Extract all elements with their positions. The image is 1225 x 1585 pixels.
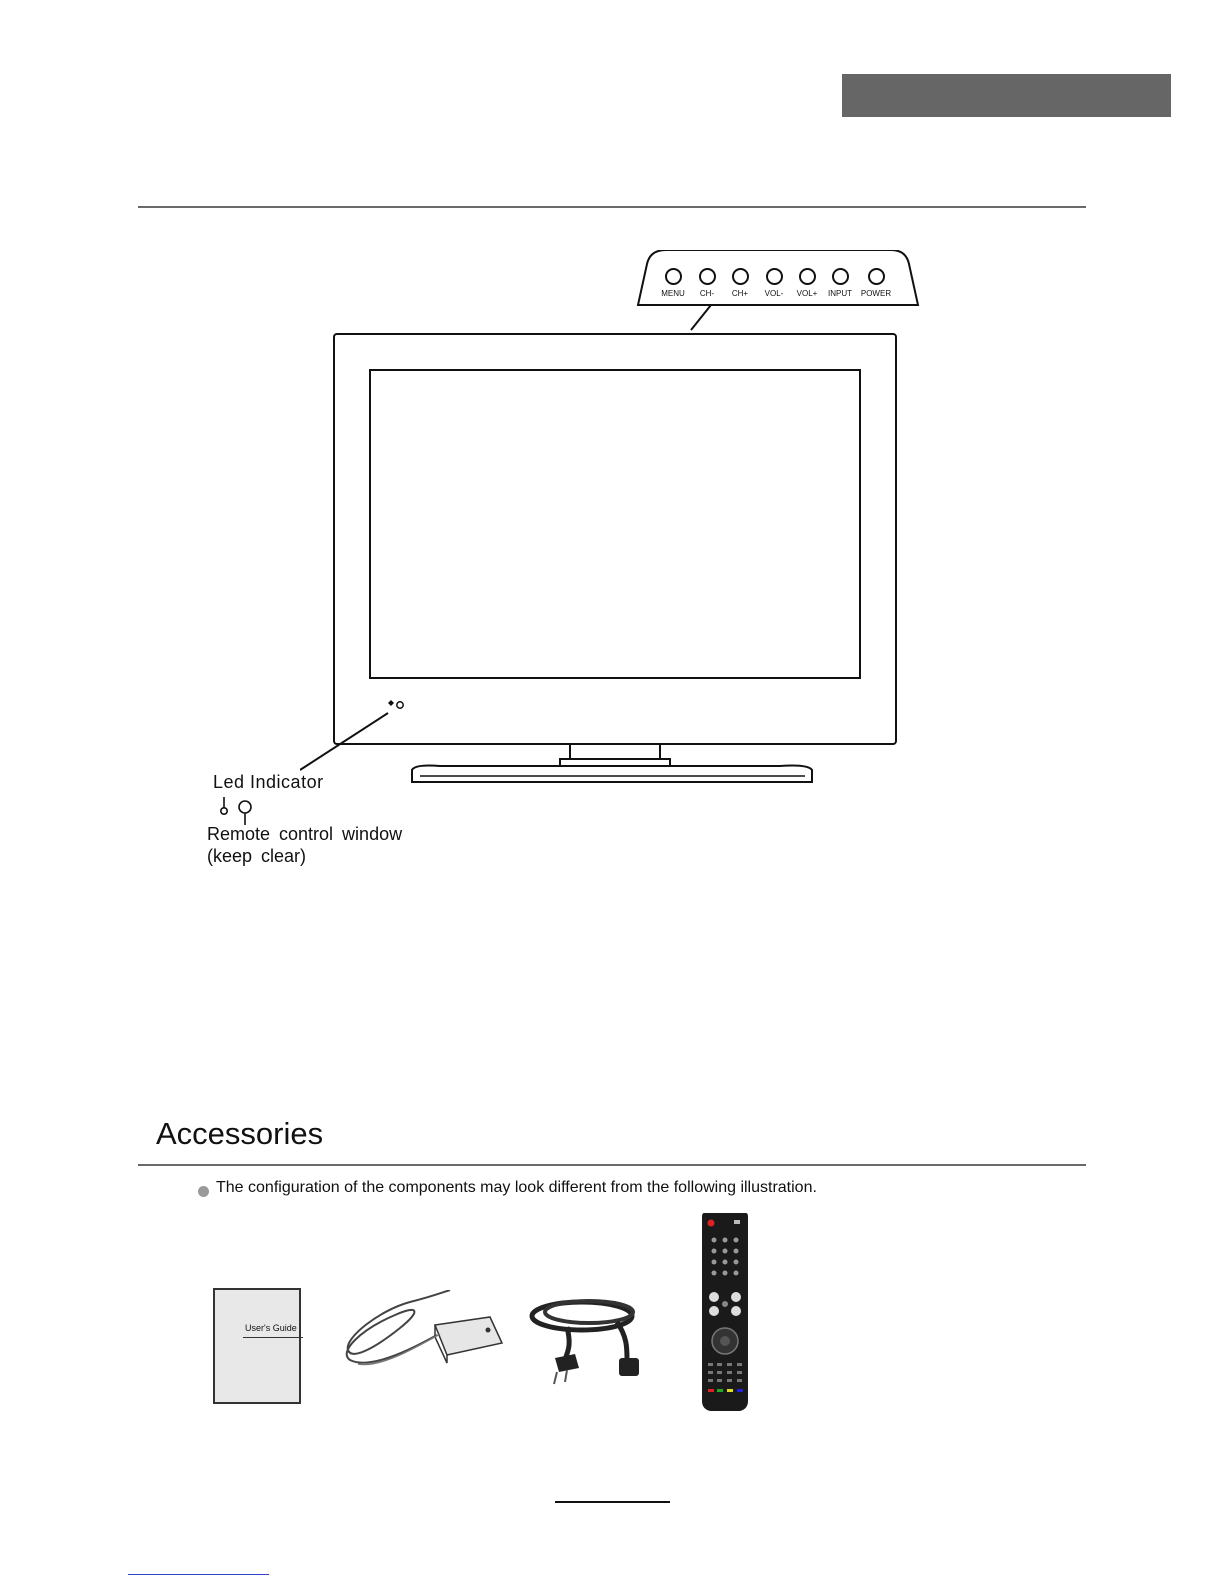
ch-down-button-label: CH- [699,289,715,298]
remote-window-note: (keep clear) [207,846,307,866]
input-button-label: INPUT [828,289,852,298]
accessories-title: Accessories [156,1116,324,1151]
remote-sensor-icon [397,702,403,708]
accessories-note: The configuration of the components may look different from the following illustration. [216,1179,817,1196]
menu-button-icon [665,268,682,285]
input-button-icon [832,268,849,285]
section-rule-top [138,206,1086,208]
input-button[interactable] [820,268,860,298]
power-button[interactable] [856,268,896,298]
remote-window-label: Remote control window [207,824,403,844]
footer-link-underline[interactable] [128,1574,269,1575]
power-cord-illustration [527,1292,667,1392]
ch-down-button-icon [699,268,716,285]
power-button-icon [868,268,885,285]
ch-up-button-label: CH+ [731,289,749,298]
led-legend-icons [215,795,255,827]
vol-up-button-label: VOL+ [796,289,818,298]
tv-screen [370,370,860,678]
vol-down-button-icon [766,268,783,285]
users-guide-text: User's Guide [245,1323,297,1333]
header-bar [842,74,1171,117]
ch-up-button-icon [732,268,749,285]
ac-adapter-illustration [340,1290,510,1390]
tv-drawing [300,300,920,800]
stand-collar [560,759,670,766]
menu-button-label: MENU [661,289,685,298]
led-indicator-label: Led Indicator [213,772,324,792]
stand-neck [570,744,660,759]
vol-up-button-icon [799,268,816,285]
users-guide-illustration [213,1288,301,1404]
page-number-line [555,1501,670,1503]
stand-base [412,766,812,783]
section-rule-accessories [138,1164,1086,1166]
bullet-icon [198,1186,209,1197]
power-button-label: POWER [860,289,892,298]
remote-control-illustration [700,1213,750,1413]
vol-down-button-label: VOL- [764,289,784,298]
